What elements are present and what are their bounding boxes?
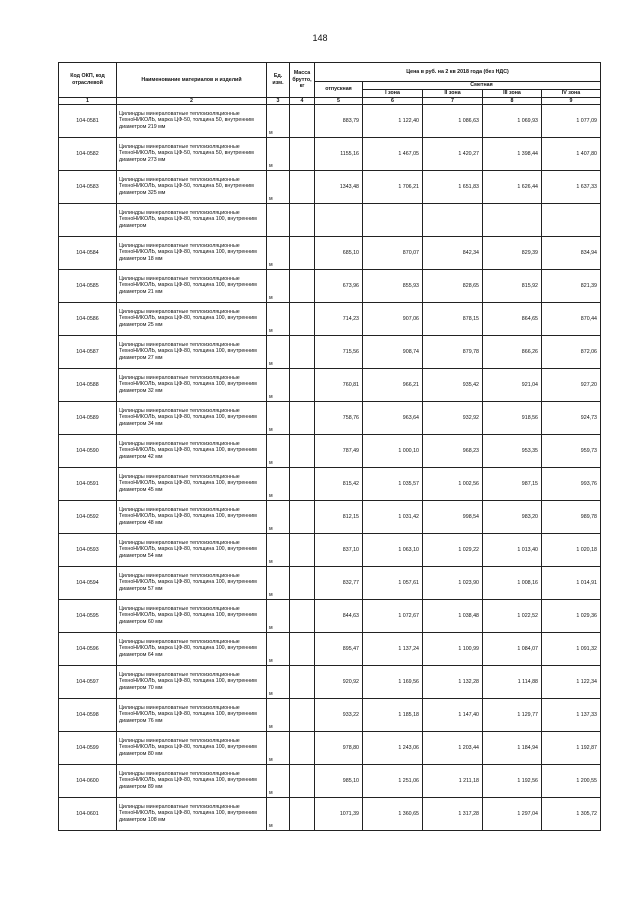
row-unit: м xyxy=(267,104,290,137)
row-unit: м xyxy=(267,698,290,731)
table-row xyxy=(59,797,601,830)
row-release-price xyxy=(315,203,363,236)
row-code: 104-0597 xyxy=(59,665,117,698)
row-name: Цилиндры минераловатные теплоизоляционные ТехноНИКОЛЬ, марка ЦФ-50, толщина 50, внутренним диаметром 325 мм xyxy=(117,170,267,203)
row-release-price: 883,79 xyxy=(315,104,363,137)
row-zone-3-price: 1 129,77 xyxy=(483,698,542,731)
name-header: Наименование материалов и изделий xyxy=(117,63,267,98)
row-zone-1-price: 870,07 xyxy=(363,236,423,269)
row-mass xyxy=(290,665,315,698)
row-code: 104-0599 xyxy=(59,731,117,764)
row-zone-3-price: 921,04 xyxy=(483,368,542,401)
table-row xyxy=(59,764,601,797)
row-unit: м xyxy=(267,500,290,533)
row-zone-1-price: 1 063,10 xyxy=(363,533,423,566)
row-zone-1-price: 1 706,21 xyxy=(363,170,423,203)
table-row xyxy=(59,368,601,401)
row-name: Цилиндры минераловатные теплоизоляционные ТехноНИКОЛЬ, марка ЦФ-80, толщина 100, внутренним диаметром 42 мм xyxy=(117,434,267,467)
row-code: 104-0585 xyxy=(59,269,117,302)
table-row xyxy=(59,335,601,368)
row-mass xyxy=(290,566,315,599)
row-zone-1-price: 1 185,18 xyxy=(363,698,423,731)
row-unit: м xyxy=(267,533,290,566)
row-code xyxy=(59,203,117,236)
row-name: Цилиндры минераловатные теплоизоляционные ТехноНИКОЛЬ, марка ЦФ-80, толщина 100, внутренним диаметром 54 мм xyxy=(117,533,267,566)
row-mass xyxy=(290,698,315,731)
zone-1-header: I зона xyxy=(363,90,423,98)
column-number: 1 xyxy=(59,97,117,104)
column-number: 9 xyxy=(542,97,601,104)
row-zone-1-price: 1 137,24 xyxy=(363,632,423,665)
row-zone-4-price: 1 137,33 xyxy=(542,698,601,731)
row-zone-4-price: 1 020,18 xyxy=(542,533,601,566)
row-zone-1-price: 1 035,57 xyxy=(363,467,423,500)
row-code: 104-0600 xyxy=(59,764,117,797)
row-zone-4-price: 1 637,33 xyxy=(542,170,601,203)
row-code: 104-0588 xyxy=(59,368,117,401)
row-code: 104-0589 xyxy=(59,401,117,434)
row-mass xyxy=(290,731,315,764)
row-code: 104-0581 xyxy=(59,104,117,137)
row-unit: м xyxy=(267,797,290,830)
row-code: 104-0583 xyxy=(59,170,117,203)
row-zone-2-price: 828,65 xyxy=(423,269,483,302)
row-zone-3-price: 1 084,07 xyxy=(483,632,542,665)
row-zone-4-price: 1 200,55 xyxy=(542,764,601,797)
row-release-price: 985,10 xyxy=(315,764,363,797)
row-code: 104-0594 xyxy=(59,566,117,599)
row-zone-3-price: 1 297,04 xyxy=(483,797,542,830)
table-row xyxy=(59,599,601,632)
row-code: 104-0591 xyxy=(59,467,117,500)
row-zone-1-price xyxy=(363,203,423,236)
row-release-price: 673,96 xyxy=(315,269,363,302)
row-release-price: 758,76 xyxy=(315,401,363,434)
row-mass xyxy=(290,269,315,302)
zone-2-header: II зона xyxy=(423,90,483,98)
row-zone-1-price: 907,06 xyxy=(363,302,423,335)
page-number: 148 xyxy=(312,33,328,43)
row-zone-4-price: 872,06 xyxy=(542,335,601,368)
row-mass xyxy=(290,434,315,467)
table-row xyxy=(59,401,601,434)
row-zone-2-price: 1 317,28 xyxy=(423,797,483,830)
row-zone-2-price: 878,15 xyxy=(423,302,483,335)
row-name: Цилиндры минераловатные теплоизоляционные ТехноНИКОЛЬ, марка ЦФ-80, толщина 100, внутренним диаметром 89 мм xyxy=(117,764,267,797)
row-zone-3-price: 829,39 xyxy=(483,236,542,269)
row-unit: м xyxy=(267,335,290,368)
row-zone-4-price: 1 192,87 xyxy=(542,731,601,764)
row-code: 104-0587 xyxy=(59,335,117,368)
table-row xyxy=(59,500,601,533)
row-zone-1-price: 1 169,56 xyxy=(363,665,423,698)
mass-header: Масса брутто, кг xyxy=(290,63,315,98)
row-zone-1-price: 1 122,40 xyxy=(363,104,423,137)
row-name: Цилиндры минераловатные теплоизоляционные ТехноНИКОЛЬ, марка ЦФ-80, толщина 100, внутренним диаметром 108 мм xyxy=(117,797,267,830)
row-code: 104-0601 xyxy=(59,797,117,830)
row-zone-3-price: 1 069,93 xyxy=(483,104,542,137)
table-row xyxy=(59,269,601,302)
row-zone-3-price: 864,65 xyxy=(483,302,542,335)
row-zone-4-price: 924,73 xyxy=(542,401,601,434)
row-zone-2-price: 1 203,44 xyxy=(423,731,483,764)
row-zone-4-price: 989,78 xyxy=(542,500,601,533)
row-zone-2-price: 1 420,27 xyxy=(423,137,483,170)
row-zone-4-price: 1 407,80 xyxy=(542,137,601,170)
row-zone-1-price: 1 000,10 xyxy=(363,434,423,467)
row-mass xyxy=(290,137,315,170)
row-zone-2-price: 1 651,83 xyxy=(423,170,483,203)
row-zone-1-price: 1 360,65 xyxy=(363,797,423,830)
row-name: Цилиндры минераловатные теплоизоляционные ТехноНИКОЛЬ, марка ЦФ-80, толщина 100, внутренним диаметром 80 мм xyxy=(117,731,267,764)
table-row xyxy=(59,467,601,500)
row-unit: м xyxy=(267,434,290,467)
row-zone-3-price: 1 626,44 xyxy=(483,170,542,203)
column-number: 4 xyxy=(290,97,315,104)
row-unit: м xyxy=(267,302,290,335)
row-zone-3-price: 1 184,94 xyxy=(483,731,542,764)
row-release-price: 815,42 xyxy=(315,467,363,500)
row-release-price: 812,15 xyxy=(315,500,363,533)
row-zone-2-price: 968,23 xyxy=(423,434,483,467)
row-code: 104-0593 xyxy=(59,533,117,566)
row-zone-1-price: 1 467,05 xyxy=(363,137,423,170)
zone-4-header: IV зона xyxy=(542,90,601,98)
row-mass xyxy=(290,368,315,401)
row-name: Цилиндры минераловатные теплоизоляционные ТехноНИКОЛЬ, марка ЦФ-80, толщина 100, внутренним диаметром 25 мм xyxy=(117,302,267,335)
row-release-price: 1343,48 xyxy=(315,170,363,203)
table-row xyxy=(59,137,601,170)
row-name: Цилиндры минераловатные теплоизоляционные ТехноНИКОЛЬ, марка ЦФ-80, толщина 100, внутренним диаметром 32 мм xyxy=(117,368,267,401)
row-zone-4-price: 834,94 xyxy=(542,236,601,269)
row-zone-3-price: 918,56 xyxy=(483,401,542,434)
row-code: 104-0582 xyxy=(59,137,117,170)
row-zone-2-price: 1 002,56 xyxy=(423,467,483,500)
row-name: Цилиндры минераловатные теплоизоляционные ТехноНИКОЛЬ, марка ЦФ-80, толщина 100, внутренним диаметром 76 мм xyxy=(117,698,267,731)
row-zone-2-price: 1 211,18 xyxy=(423,764,483,797)
row-zone-3-price: 1 114,88 xyxy=(483,665,542,698)
row-release-price: 933,22 xyxy=(315,698,363,731)
row-mass xyxy=(290,797,315,830)
row-zone-3-price: 1 008,16 xyxy=(483,566,542,599)
row-zone-3-price: 1 022,52 xyxy=(483,599,542,632)
row-code: 104-0596 xyxy=(59,632,117,665)
row-release-price: 837,10 xyxy=(315,533,363,566)
row-unit: м xyxy=(267,236,290,269)
row-mass xyxy=(290,533,315,566)
row-zone-1-price: 1 031,42 xyxy=(363,500,423,533)
row-release-price: 1071,39 xyxy=(315,797,363,830)
row-zone-3-price: 1 013,40 xyxy=(483,533,542,566)
row-mass xyxy=(290,632,315,665)
row-unit: м xyxy=(267,170,290,203)
column-number-row xyxy=(59,97,601,104)
table-row xyxy=(59,698,601,731)
unit-header: Ед. изм. xyxy=(267,63,290,98)
row-zone-2-price: 1 100,99 xyxy=(423,632,483,665)
row-zone-1-price: 963,64 xyxy=(363,401,423,434)
table-row xyxy=(59,236,601,269)
row-unit: м xyxy=(267,566,290,599)
row-zone-3-price: 987,15 xyxy=(483,467,542,500)
row-zone-3-price: 1 398,44 xyxy=(483,137,542,170)
row-unit xyxy=(267,203,290,236)
row-mass xyxy=(290,764,315,797)
estimate-header: Сметная xyxy=(363,82,601,90)
row-code: 104-0584 xyxy=(59,236,117,269)
row-zone-3-price: 983,20 xyxy=(483,500,542,533)
zone-3-header: III зона xyxy=(483,90,542,98)
row-zone-4-price: 1 029,36 xyxy=(542,599,601,632)
row-name: Цилиндры минераловатные теплоизоляционные ТехноНИКОЛЬ, марка ЦФ-80, толщина 100, внутренним диаметром xyxy=(117,203,267,236)
row-name: Цилиндры минераловатные теплоизоляционные ТехноНИКОЛЬ, марка ЦФ-80, толщина 100, внутренним диаметром 18 мм xyxy=(117,236,267,269)
row-name: Цилиндры минераловатные теплоизоляционные ТехноНИКОЛЬ, марка ЦФ-50, толщина 50, внутренним диаметром 219 мм xyxy=(117,104,267,137)
row-code: 104-0595 xyxy=(59,599,117,632)
table-row xyxy=(59,170,601,203)
row-name: Цилиндры минераловатные теплоизоляционные ТехноНИКОЛЬ, марка ЦФ-80, толщина 100, внутренним диаметром 21 мм xyxy=(117,269,267,302)
row-mass xyxy=(290,236,315,269)
column-number: 7 xyxy=(423,97,483,104)
row-release-price: 760,81 xyxy=(315,368,363,401)
row-zone-3-price xyxy=(483,203,542,236)
row-zone-2-price xyxy=(423,203,483,236)
row-release-price: 920,92 xyxy=(315,665,363,698)
column-number: 5 xyxy=(315,97,363,104)
row-unit: м xyxy=(267,764,290,797)
row-zone-2-price: 932,92 xyxy=(423,401,483,434)
row-zone-1-price: 1 057,61 xyxy=(363,566,423,599)
row-zone-3-price: 815,92 xyxy=(483,269,542,302)
row-name: Цилиндры минераловатные теплоизоляционные ТехноНИКОЛЬ, марка ЦФ-80, толщина 100, внутренним диаметром 57 мм xyxy=(117,566,267,599)
row-unit: м xyxy=(267,632,290,665)
row-zone-2-price: 998,54 xyxy=(423,500,483,533)
row-zone-4-price xyxy=(542,203,601,236)
row-code: 104-0590 xyxy=(59,434,117,467)
table-row xyxy=(59,203,601,236)
row-unit: м xyxy=(267,137,290,170)
table-row xyxy=(59,533,601,566)
row-name: Цилиндры минераловатные теплоизоляционные ТехноНИКОЛЬ, марка ЦФ-80, толщина 100, внутренним диаметром 70 мм xyxy=(117,665,267,698)
row-zone-3-price: 1 192,56 xyxy=(483,764,542,797)
row-zone-2-price: 1 147,40 xyxy=(423,698,483,731)
row-mass xyxy=(290,467,315,500)
row-zone-1-price: 1 243,06 xyxy=(363,731,423,764)
row-zone-1-price: 855,93 xyxy=(363,269,423,302)
row-release-price: 978,80 xyxy=(315,731,363,764)
column-number: 8 xyxy=(483,97,542,104)
row-name: Цилиндры минераловатные теплоизоляционные ТехноНИКОЛЬ, марка ЦФ-80, толщина 100, внутренним диаметром 27 мм xyxy=(117,335,267,368)
row-zone-4-price: 959,73 xyxy=(542,434,601,467)
row-unit: м xyxy=(267,731,290,764)
row-release-price: 832,77 xyxy=(315,566,363,599)
row-name: Цилиндры минераловатные теплоизоляционные ТехноНИКОЛЬ, марка ЦФ-80, толщина 100, внутренним диаметром 48 мм xyxy=(117,500,267,533)
row-zone-4-price: 927,20 xyxy=(542,368,601,401)
row-zone-2-price: 935,42 xyxy=(423,368,483,401)
row-zone-4-price: 1 014,91 xyxy=(542,566,601,599)
row-mass xyxy=(290,500,315,533)
row-mass xyxy=(290,203,315,236)
release-header: отпускная xyxy=(315,82,363,98)
row-mass xyxy=(290,302,315,335)
row-release-price: 844,63 xyxy=(315,599,363,632)
row-name: Цилиндры минераловатные теплоизоляционные ТехноНИКОЛЬ, марка ЦФ-80, толщина 100, внутренним диаметром 45 мм xyxy=(117,467,267,500)
row-zone-3-price: 866,26 xyxy=(483,335,542,368)
row-name: Цилиндры минераловатные теплоизоляционные ТехноНИКОЛЬ, марка ЦФ-80, толщина 100, внутренним диаметром 60 мм xyxy=(117,599,267,632)
table-row xyxy=(59,104,601,137)
table-row xyxy=(59,665,601,698)
row-unit: м xyxy=(267,368,290,401)
row-zone-4-price: 993,76 xyxy=(542,467,601,500)
column-number: 2 xyxy=(117,97,267,104)
row-mass xyxy=(290,335,315,368)
table-row xyxy=(59,731,601,764)
row-unit: м xyxy=(267,269,290,302)
row-zone-1-price: 1 072,67 xyxy=(363,599,423,632)
table-row xyxy=(59,302,601,335)
row-name: Цилиндры минераловатные теплоизоляционные ТехноНИКОЛЬ, марка ЦФ-80, толщина 100, внутренним диаметром 64 мм xyxy=(117,632,267,665)
row-release-price: 714,23 xyxy=(315,302,363,335)
row-zone-2-price: 1 132,28 xyxy=(423,665,483,698)
row-zone-3-price: 953,35 xyxy=(483,434,542,467)
row-unit: м xyxy=(267,665,290,698)
row-mass xyxy=(290,104,315,137)
table-row xyxy=(59,434,601,467)
row-release-price: 685,10 xyxy=(315,236,363,269)
row-zone-4-price: 870,44 xyxy=(542,302,601,335)
row-unit: м xyxy=(267,467,290,500)
table-row xyxy=(59,632,601,665)
row-mass xyxy=(290,401,315,434)
row-zone-1-price: 1 251,06 xyxy=(363,764,423,797)
price-header: Цена в руб. на 2 кв 2018 года (без НДС) xyxy=(315,63,601,82)
row-zone-1-price: 908,74 xyxy=(363,335,423,368)
column-number: 6 xyxy=(363,97,423,104)
row-zone-2-price: 879,78 xyxy=(423,335,483,368)
row-zone-4-price: 1 305,72 xyxy=(542,797,601,830)
row-release-price: 1155,16 xyxy=(315,137,363,170)
row-unit: м xyxy=(267,599,290,632)
row-zone-2-price: 1 038,48 xyxy=(423,599,483,632)
row-release-price: 895,47 xyxy=(315,632,363,665)
row-mass xyxy=(290,170,315,203)
row-name: Цилиндры минераловатные теплоизоляционные ТехноНИКОЛЬ, марка ЦФ-50, толщина 50, внутренним диаметром 273 мм xyxy=(117,137,267,170)
row-name: Цилиндры минераловатные теплоизоляционные ТехноНИКОЛЬ, марка ЦФ-80, толщина 100, внутренним диаметром 34 мм xyxy=(117,401,267,434)
code-header: Код ОКП, код отраслевой xyxy=(59,63,117,98)
row-zone-4-price: 1 122,34 xyxy=(542,665,601,698)
table-row xyxy=(59,566,601,599)
row-zone-2-price: 1 086,63 xyxy=(423,104,483,137)
row-unit: м xyxy=(267,401,290,434)
row-code: 104-0592 xyxy=(59,500,117,533)
row-zone-2-price: 1 023,90 xyxy=(423,566,483,599)
price-table xyxy=(58,62,601,831)
row-mass xyxy=(290,599,315,632)
row-release-price: 787,49 xyxy=(315,434,363,467)
row-code: 104-0586 xyxy=(59,302,117,335)
column-number: 3 xyxy=(267,97,290,104)
row-zone-4-price: 1 077,09 xyxy=(542,104,601,137)
row-code: 104-0598 xyxy=(59,698,117,731)
row-zone-4-price: 1 091,32 xyxy=(542,632,601,665)
row-release-price: 715,56 xyxy=(315,335,363,368)
row-zone-1-price: 966,21 xyxy=(363,368,423,401)
row-zone-4-price: 821,39 xyxy=(542,269,601,302)
row-zone-2-price: 842,34 xyxy=(423,236,483,269)
row-zone-2-price: 1 029,22 xyxy=(423,533,483,566)
